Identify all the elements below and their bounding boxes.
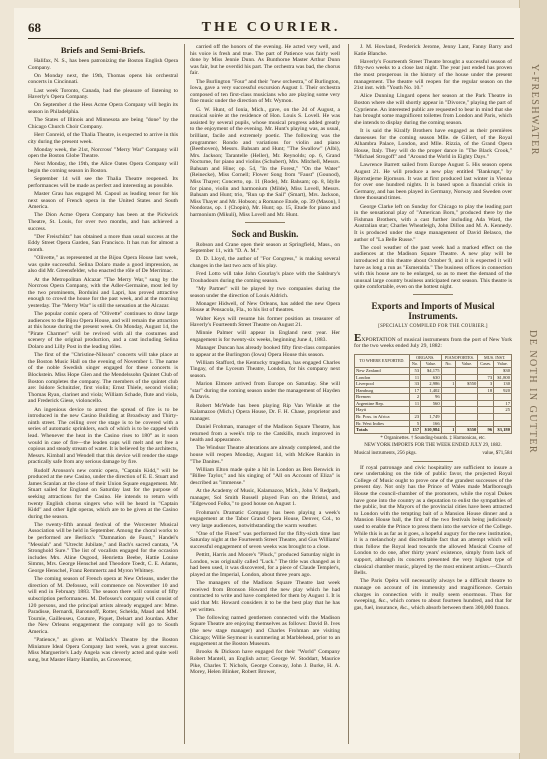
totals-cell: $3,180 — [494, 427, 512, 434]
edge-text-1: Y-FRESHWATER — [529, 64, 540, 156]
col-group-organs: ORGANS. — [409, 354, 441, 361]
value-cell — [478, 414, 494, 421]
value-cell: $4,175 — [421, 367, 441, 374]
sub-value: Value. — [456, 361, 478, 368]
destination-cell: Bremen — [355, 394, 410, 401]
paragraph: G. W. Hunt, of Ionia, Mich., gave, on the 2d of August, a musical soirée at the residence of Hon. Louis S. Lovell. He was assisted by several pupils, whose musical progress added greatly to the enjoyment of the evening. Mr. Hunt's playing was, as usual, brilliant, facile and extremely poetic. The following was the programme: Rondo and variations for violin and piano (Beethoven), Messrs. Bahsam and Hunt; "The Swallow" (Albi), Mrs. Jackson; Tarantelle (Heller), Mr. Reynolds; op. 6, Grand Nocturne, for piano and violins (Schubert), Mrs. Mitchell, Messrs. Bahsam and Hine; op. 54, "In the Forest," "On the Water" (Reinecke), Miss Cornell; Flower Song from "Faust" (Gounod), Miss Thayer; Concerto, op. 11 (Rode), Mr. Bahsam; op. 8, Idylle for piano, violin and harmonium (Milde), Miss Lovell, Messrs. Bahsam and Hunt; trio, "Run up the Sail" (Smart), Mrs. Jackson, Miss Thayer and Mr. Hobson; a Romance Etude, op. 39 (Mason), I Nondoras, op. 1 (Chopin), Mr. Hunt; op. 15, Etude for piano and harmonium (Mikuli), Miss Lovell and Mr. Hunt. — [190, 106, 340, 219]
paragraph: carried off the honors of the evening. He acted very well, and his voice is fresh and true. The part of Patience was fairly well done by Miss Jennie Dunn. As Bunthorne Master Arthur Dunn was fair, but he overdid his part. The orchestra was bad, the chorus fair. — [190, 44, 340, 77]
imports-musical-value: value, $71,584 — [482, 451, 512, 457]
value-cell: 23 — [409, 414, 420, 421]
value-cell: $1,800 — [494, 374, 512, 381]
paragraph: "Olivette," as represented at the Bijou Opera House last week, was quite successful. Selina Dolaro made a good impression, as also did Mr. Greensfelder, who enacted the rôle of De Merrimac. — [28, 255, 178, 275]
value-cell: 11 — [409, 374, 420, 381]
paragraph: The Dion Acme Opera Company has been at the Pickwick Theatre, St. Louis, for over two months, and has achieved a success. — [28, 212, 178, 232]
col-group-pianofortes: PIANOFORTES. — [441, 354, 478, 361]
theatre-paragraphs — [354, 44, 512, 291]
value-cell — [456, 407, 478, 414]
sub-value: Value. — [421, 361, 441, 368]
destination-cell: Br. West Indies — [355, 420, 410, 427]
destination-cell: Argentine Rep. — [355, 400, 410, 407]
paragraph: The Burlington "Four" and their "new orchestra," of Burlington, Iowa, gave a very successful excursion August 1. Their orchestra composed of ten first-class musicians who are playing some very fine music under the direction of Mr. Wymon. — [190, 78, 340, 105]
exports-table-body — [355, 367, 512, 433]
section-heading-sock-buskin: Sock and Buskin. — [231, 228, 299, 239]
totals-cell: $10,984 — [421, 427, 441, 434]
table-row — [355, 407, 512, 414]
table-row — [355, 367, 512, 374]
column-rule — [348, 44, 349, 744]
sub-no: No. — [409, 361, 420, 368]
paragraph: The cool weather of the past week had a marked effect on the audiences at the Madison Square Theatre. A new play will be introduced at this theatre about October 9, and it is expected it will have as long a run as "Esmeralda." The business offices in connection with this house are to be enlarged, so as to meet the demand of the unusual large country business anticipated next season. This theatre is quite comfortable, even on the hottest night. — [354, 244, 512, 291]
paragraph: On September 4 the Hess Acme Opera Company will begin its season in Philadelphia. — [28, 102, 178, 115]
value-cell — [421, 407, 441, 414]
col-to-where: TO WHERE EXPORTED. — [355, 354, 410, 367]
col-group-mus-inst: MUS. INST. — [478, 354, 512, 361]
destination-cell: Hamburg — [355, 387, 410, 394]
paragraph: Manager Duncan has already booked fifty first-class companies to appear at the Burlington (Iowa) Opera House this season. — [190, 345, 340, 358]
paragraph: Minnie Palmer will appear in England next year. Her engagement is for twenty-six weeks, beginning June 4, 1883. — [190, 330, 340, 343]
section-heading-briefs: Briefs and Semi-Briefs. — [60, 45, 146, 55]
value-cell — [441, 387, 456, 394]
paragraph: Monager Hidwell, of New Orleans, has added the new Opera House at Pensacola, Fla., to his list of theatres. — [190, 300, 340, 314]
exports-intro — [354, 331, 512, 350]
column-rule — [184, 44, 185, 744]
value-cell — [478, 400, 494, 407]
exports-intro-text: XPORTATION of musical instruments from the port of New York for the two weeks ended July 29, 1882: — [354, 336, 512, 350]
value-cell — [441, 414, 456, 421]
totals-cell: $550 — [456, 427, 478, 434]
value-cell: $550 — [456, 381, 478, 388]
value-cell — [456, 414, 478, 421]
value-cell: 53 — [409, 367, 420, 374]
paragraph: Walter Keys will resume his former position as treasurer of Haverly's Fourteenth Street Theatre on August 21. — [190, 315, 340, 329]
value-cell — [494, 394, 512, 401]
value-cell: 18 — [478, 387, 494, 394]
paragraph: D. D. Lloyd, the author of "For Congress," is making several changes in the last two acts of his play. — [190, 256, 340, 269]
value-cell: 5 — [409, 420, 420, 427]
paragraph: Daniel Frohman, manager of the Madison Square Theatre, has returned from a week's trip to the Catskills, much improved in health and appearance. — [190, 424, 340, 444]
paragraph: Marion Elmore arrived from Europe on Saturday. She will "star" during the coming season under the management of Hayden & Davis. — [190, 381, 340, 401]
value-cell: 17 — [409, 387, 420, 394]
divider — [413, 461, 453, 462]
value-cell — [456, 394, 478, 401]
table-row — [355, 400, 512, 407]
column-sock-and-buskin — [190, 44, 340, 744]
destination-cell: London — [355, 374, 410, 381]
paragraph: Rudolf Aronson's new comic opera, "Captain Kidd," will be produced at the new Casino, under the direction of E. E. Stuart and James Scanlan at the close of their Union Square engagement. Mr. Stuart sailed for England on Saturday last for the purpose of seeking attractions for the Casino. He intends to return with twenty English chorus singers who will be heard in "Captain Kidd" and other light operas, which are to be given at the Casino during the season. — [28, 467, 178, 520]
paragraph: George Clarke left on Sunday for Chicago to play the leading part in the sensational play of "American Born," produced there by the Fishman Brothers, with a cast further including Ada Ward, the Australian star; Charles Wheatleigh, John Dillon and M. A. Kennedy. It is produced under the stage management of David Belasco, the author of "La Belle Russe." — [354, 203, 512, 243]
paragraph: Monday week, the 21st, Norcross' "Merry War" Company will open the Boston Globe Theatre. — [28, 146, 178, 160]
paragraph: At the Metropolitan Alcazar "The Merry War," sung by the Norcross Opera Company, with the Adler-Germaine, most led by the two prominents, Borduini and Lapri, has proved attractive enough to crowd the house for the past week, and at the morning yesterday. The "Merry War" is still the sensation at the Alcazar. — [28, 276, 178, 309]
paragraph: "Patience," as given at Wallack's Theatre by the Boston Miniature Ideal Opera Company last week, was a great success. Miss Marguerite's Lady Angela was cleverly acted and quite well sung, but Master Harry Hamlin, as Grosvenor, — [28, 637, 178, 663]
paragraph: Fred Lotto will take John Gourlay's place with the Salsbury's Troubadours during the coming season. — [190, 271, 340, 284]
paragraph: The popular comic opera of "Olivette" continues to draw large audiences to the Bijou Opera House, and will remain the attraction at this house during the present week. On Monday, August 14, the "Pirate Charmer" will be revived with all the costumes and scenery of the original production, and a cast including Selina Dolaro and Lilly Post in the leading rôles. — [28, 311, 178, 351]
paragraph: It is said the Kiralfy Brothers have engaged as their premières danseuses for the coming season Mlle. de Gillert, of the Royal Alhambra Palace, London, and Mlle. Rizzia, of the Grand Opera House, Italy. They will do the proper dance in "The Black Crook," "Michael Strogoff" and "Around the World in Eighty Days." — [354, 127, 512, 161]
edge-text-2: DE NOTH IN GUTTER — [527, 330, 538, 455]
value-cell — [456, 374, 478, 381]
value-cell — [441, 420, 456, 427]
paragraph: "My Partner" will be played by two companies during the season under the direction of Louis Aldrich. — [190, 285, 340, 299]
value-cell — [441, 374, 456, 381]
value-cell: 130 — [494, 381, 512, 388]
value-cell: $30 — [494, 367, 512, 374]
value-cell: 3 — [478, 381, 494, 388]
column-briefs — [28, 44, 178, 744]
value-cell: 1 — [441, 381, 456, 388]
value-cell: 560 — [421, 400, 441, 407]
imports-line: NEW YORK IMPORTS FOR THE WEEK ENDED JULY 29, 1882. — [364, 443, 502, 449]
value-cell — [478, 407, 494, 414]
destination-cell: New Zealand — [355, 367, 410, 374]
value-cell: 1,402 — [421, 387, 441, 394]
closing-paragraphs — [354, 465, 512, 612]
value-cell — [494, 420, 512, 427]
value-cell: 25 — [494, 407, 512, 414]
section-subheading: [SPECIALLY COMPILED FOR THE COURIER.] — [378, 323, 488, 329]
totals-cell: 157 — [409, 427, 420, 434]
paragraph: Halifax, N. S., has been patronizing the Boston English Opera Company. — [28, 58, 178, 71]
paragraph: "One of the Finest" was performed for the fifty-sixth time last Saturday night at the Fourteenth Street Theatre, and Gus Williams' successful engagement of seven weeks was brought to a close. — [190, 530, 340, 551]
paragraph: Haverly's Fourteenth Street Theatre brought a successful season of fifty-two weeks to a close last night. The year just ended has proven the most prosperous in the history of the house under the present management. The theatre will reopen for the regular season on the 21st inst. with "Youth No. 10." — [354, 58, 512, 92]
value-cell — [456, 367, 478, 374]
table-footnote: * Organinettes. † Sounding-boards. ‡ Harmonicas, etc. — [380, 435, 486, 441]
paragraph: "Der Freischütz" has obtained a more than usual success at the Eddy Street Opera Garden, San Francisco. It has run for almost a month. — [28, 233, 178, 253]
continued-paragraphs — [190, 44, 340, 219]
paragraph: The first of the "Christine-Nilsson" concerts will take place at the Boston Music Hall on the evening of November 1. The name of the noble Swedish singer engaged for these concerts is Blockstein. Miss Hope Glen and the Mendelssohn Quintet Club of Boston completes the company. The members of the quintet club are: Isidore Schnitzler, first violin; Ernst Thiele, second violin; Thomas Ryan, clarinet and viola; William Schade, flute and viola, and Frederick Giese, violoncello. — [28, 352, 178, 405]
paragraph: Frohman's Dramatic Company has been playing a week's engagement at the Tabor Grand Opera House, Denver, Col., to very large audiences, notwithstanding the warm weather. — [190, 509, 340, 529]
totals-cell: Totals — [355, 427, 410, 434]
value-cell — [456, 400, 478, 407]
paragraph: The following named gentlemen connected with the Madison Square Theatre are enjoying themselves as follows: David B. Ives (the new stage manager) and Charles Frohman are visiting Chicago; Willie Seymour is summering at Marblehead, prior to an engagement at the Boston Museum. — [190, 614, 340, 648]
paragraph: Master Grau has engaged M. Capoul as leading tenor for his next season of French opera in the United States and South America. — [28, 191, 178, 211]
value-cell — [478, 367, 494, 374]
briefs-paragraphs — [28, 58, 178, 664]
table-row — [355, 420, 512, 427]
divider — [245, 222, 285, 223]
value-cell — [409, 407, 420, 414]
value-cell: 920 — [494, 387, 512, 394]
paragraph: William Elton made quite a hit in London as Ben Benwick in "Billee Taylor," and his singing of "All on Account of Eliza" is described as "immense." — [190, 466, 340, 486]
paragraph: On Monday next, the 19th, Thomas opens his orchestral concerts in Cincinnati. — [28, 72, 178, 86]
value-cell: 33 — [409, 381, 420, 388]
paragraph: William Stafford, the Kentucky tragedian, has engaged Charles Tingay, of the Lyceum Theatre, London, for his company next season. — [190, 359, 340, 380]
paragraph: Robert McWade has been playing Rip Van Winkle at the Kalamazoo (Mich.) Opera House, Dr. F. H. Chase, proprietor and manager. — [190, 402, 340, 422]
column-three — [354, 44, 512, 744]
paragraph: J. M. Howland, Frederick Jerome, Jenny Lant, Fanny Barry and Katie Blanche. — [354, 44, 512, 57]
value-cell — [441, 407, 456, 414]
value-cell — [441, 367, 456, 374]
section-heading-exports: Exports and Imports of Musical Instruments. — [371, 300, 495, 321]
value-cell: 166 — [421, 420, 441, 427]
paragraph: The Paris Opéra will necessarily always be a difficult theatre to manage on account of its immensity and magnificence. Certain charges in connection with it really seem enormous. Thus for sweeping, &c., which comes to about fourteen hundred, and that for gas, fuel, insurance, &c., which absorb between them 300,000 francs. — [354, 578, 512, 611]
drop-cap: E — [354, 331, 362, 344]
destination-cell: Br. Poss. in Africa — [355, 414, 410, 421]
paragraph: If royal patronage and civic hospitality are sufficient to insure a new undertaking on the tide of public favor, the projected Royal College of Music ought to prove one of the grandest successes of the present day. Not only has the Prince of Wales made Marlborough House the council-chamber of the promoters, while the royal Dukes have gone into the country as a deputation to enlist the sympathies of the public, but the Mayors of the provincial cities have been attracted to London with the tempting bait of a Mansion House dinner and a Mansion House ball, the first of the two festivals being judiciously used to enable the Prince to press them into the service of the College. While this is as far as it goes, a hopeful augury for the new institution, it is a melancholy and discreditable fact that an attempt which will thus follow the Royal lead towards the allowed Musical Course of London to do one, after thirty years' existence, simply from lack of support, although its concerts presented the very highest type of classical chamber music, played by the most eminent artists.—Church Bells. — [354, 464, 512, 577]
paragraph: At the Academy of Music, Kalamazoo, Mich., John V. Redpath, manager, Sol Smith Russell played Fun on the Bristol, and "Edgewood Folks," to good house on August 1. — [190, 488, 340, 508]
value-cell: 11 — [409, 400, 420, 407]
value-cell — [478, 394, 494, 401]
totals-cell: 1 — [441, 427, 456, 434]
value-cell: 1,749 — [421, 414, 441, 421]
value-cell — [441, 400, 456, 407]
imports-musical — [354, 451, 512, 458]
value-cell: 17 — [494, 400, 512, 407]
imports-musical-pkgs: Musical instruments, 256 pkgs. — [354, 451, 417, 457]
sub-no: No. — [441, 361, 456, 368]
paragraph: The managers of the Madison Square Theatre last week received from Bronson Howard the new play which he had contracted to write and have completed for them by August 1. It is said that Mr. Howard considers it to be the best play that he has yet written. — [190, 580, 340, 613]
sub-cases: Cases. — [478, 361, 494, 368]
value-cell: 2,986 — [421, 381, 441, 388]
value-cell: 630 — [421, 374, 441, 381]
paragraph: Pettitt, Harris and Moore's "Pluck," produced Saturday night in London, was originally called "Luck." The title was changed as it had been used, it was discovered, for a piece of Claude Templer's, played at the Imperial, London, about three years ago. — [190, 552, 340, 579]
table-row — [355, 387, 512, 394]
value-cell — [478, 420, 494, 427]
totals-cell: 96 — [478, 427, 494, 434]
paragraph: The States of Illinois and Minnesota are being "done" by the Chicago Church Choir Company. — [28, 117, 178, 130]
paragraph: Herr Conreid, of the Thalia Theatre, is expected to arrive in this city during the present week. — [28, 131, 178, 145]
paragraph: Lawrence Barrett sailed from Europe August 5. His season opens August 21. He will produce a new play entitled "Bankrupt," by Bjornstjerne Bjornson. It was at first produced last winter in Vienna for over one hundred nights. It is based upon a financial crisis in Germany, and has been played in Germany, Norway and Sweden over three thousand times. — [354, 162, 512, 202]
table-row — [355, 374, 512, 381]
paragraph: Last week Toronto, Canada, had the pleasure of listening to Haverly's Opera Company. — [28, 87, 178, 101]
destination-cell: Liverpool — [355, 381, 410, 388]
paragraph: The Windsor Theatre alterations are already completed, and the house will reopen Monday, August 14, with McKee Rankin in "The Danites." — [190, 445, 340, 465]
value-cell — [441, 394, 456, 401]
paragraph: The coming season of French opera at New Orleans, under the direction of M. Defossez, will commence on November 10 and will end in February 1883. The season there will consist of fifty subscription performances. M. Defossez's company will consist of 120 persons, and the principal artists already engaged are: Mme. Paradisse, Bernardi, Baronnoff, Rotter, Schelda, Maud and MM. Tournie, Gailleuseu, Couture, Piquet, Delsart and Jourdan. After the New Orleans engagement the company will go to South America. — [28, 576, 178, 635]
value-cell — [456, 387, 478, 394]
value-cell: 73 — [478, 374, 494, 381]
sub-value: Value. — [494, 361, 512, 368]
paragraph: The twenty-fifth annual festival of the Worcester Musical Association will be held in September. Among the choral works to be performed are Berlioz's "Damnation de Faust," Handel's "Messiah" and "Utrecht Jubilate," and Bach's sacred cantata, "A Stronghold Sure." The list of vocalists engaged for the occasion includes Mrs. Aline Osgood, Henrietta Beebe, Hattie Louise Simms, Mrs. George Henschel and Theodore Toedt, C. E. Adams, George Henschel, Franz Remmertz and Myron Whitney. — [28, 521, 178, 575]
paragraph: September 14 will see the Thalia Theatre reopened. Its performances will be made as perfect and interesting as possible. — [28, 176, 178, 189]
paragraph: An ingenious device to arrest the spread of fire is to be introduced in the new Casino Building at Broadway and Thirty-ninth street. The ceiling over the stage is to be covered with a series of automatic sprinklers, each of which is to be capped with lead. Whenever the heat in the Casino rises to 180° as it soon would in case of fire—the leaden caps will melt and set free a copious and steady stream of water. It is believed by the architects, Messrs. Kimball and Wendell that this device will render the stage practically safe from any serious damage by fire. — [28, 406, 178, 466]
masthead: THE COURIER. — [201, 20, 341, 35]
value-cell: 96 — [421, 394, 441, 401]
totals-row — [355, 427, 512, 434]
paragraph: Brooks & Dickson have engaged for their "World" Company Robert Mantell, an English actor; George W. Stoddart, Maurice Pike, Charles T. Nichols, George Conway, John J. Burke, H. A. Morey, Helen Blinker, Robert Brower, — [190, 649, 340, 676]
value-cell — [494, 414, 512, 421]
page-gutter-edge — [519, 0, 547, 759]
paragraph: Next Monday, the 19th, the Alice Oates Opera Company will begin the coming season in Boston. — [28, 161, 178, 175]
value-cell — [456, 420, 478, 427]
page-number: 68 — [28, 20, 41, 35]
exports-table — [354, 354, 512, 434]
divider — [413, 294, 453, 295]
sock-buskin-paragraphs — [190, 242, 340, 676]
page-header — [28, 20, 514, 39]
table-row — [355, 394, 512, 401]
newspaper-page — [14, 8, 520, 753]
table-row — [355, 381, 512, 388]
value-cell: 2 — [409, 394, 420, 401]
paragraph: Robson and Crane open their season at Springfield, Mass., on September 11, with "D. A. M." — [190, 241, 340, 255]
destination-cell: Hayti — [355, 407, 410, 414]
table-row — [355, 414, 512, 421]
paragraph: Alice Dunning Lingard opens her season at the Park Theatre in Boston where she will shortly appear in "Divorce," playing the part of Cyprienne. An interested public are requested to bear in mind that she has brought some magnificent toilettes from London and Paris, which she intends to display during the coming season. — [354, 93, 512, 126]
